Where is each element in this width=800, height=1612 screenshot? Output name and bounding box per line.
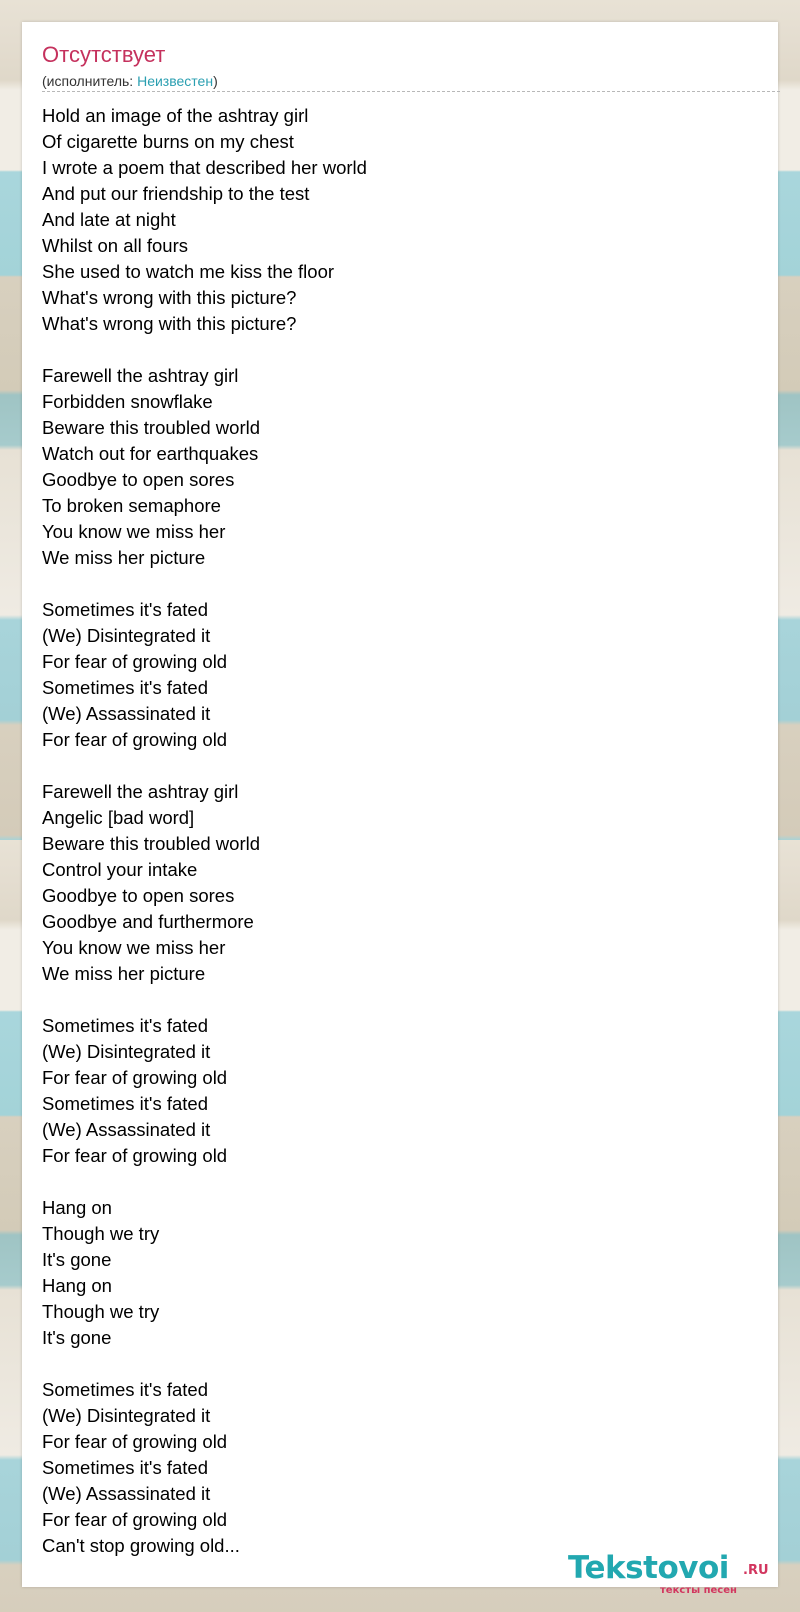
logo-tagline: тексты песен bbox=[660, 1585, 737, 1596]
stanza-break bbox=[42, 987, 742, 1013]
lyric-line: For fear of growing old bbox=[42, 1431, 228, 1452]
lyric-line: For fear of growing old bbox=[42, 1509, 228, 1530]
lyric-line: For fear of growing old bbox=[42, 1067, 228, 1088]
lyric-line: (We) Disintegrated it bbox=[42, 1041, 211, 1062]
lyric-line: Watch out for earthquakes bbox=[42, 443, 259, 464]
lyric-line: I wrote a poem that described her world bbox=[42, 157, 367, 178]
lyrics-text bbox=[42, 103, 742, 1559]
lyric-line: It's gone bbox=[42, 1249, 112, 1270]
lyric-line: Hang on bbox=[42, 1275, 112, 1296]
lyric-line: To broken semaphore bbox=[42, 495, 221, 516]
lyric-line: Beware this troubled world bbox=[42, 833, 260, 854]
lyric-line: (We) Assassinated it bbox=[42, 1119, 211, 1140]
artist-line bbox=[42, 72, 218, 90]
lyric-line: What's wrong with this picture? bbox=[42, 313, 297, 334]
lyric-line: For fear of growing old bbox=[42, 651, 228, 672]
lyric-line: Goodbye and furthermore bbox=[42, 911, 254, 932]
lyric-line: Sometimes it's fated bbox=[42, 1379, 208, 1400]
lyric-line: (We) Disintegrated it bbox=[42, 1405, 211, 1426]
logo-tld: .RU bbox=[743, 1563, 769, 1578]
lyric-line: Angelic [bad word] bbox=[42, 807, 195, 828]
lyric-line: For fear of growing old bbox=[42, 1145, 228, 1166]
lyric-line: (We) Assassinated it bbox=[42, 703, 211, 724]
lyric-line: Sometimes it's fated bbox=[42, 599, 208, 620]
artist-prefix: (исполнитель: bbox=[42, 73, 138, 89]
lyric-line: What's wrong with this picture? bbox=[42, 287, 297, 308]
lyric-line: Hold an image of the ashtray girl bbox=[42, 105, 309, 126]
title-divider bbox=[42, 91, 780, 92]
site-logo[interactable] bbox=[568, 1550, 798, 1595]
lyric-line: Can't stop growing old... bbox=[42, 1535, 240, 1556]
stanza-break bbox=[42, 753, 742, 779]
lyric-line: Goodbye to open sores bbox=[42, 885, 235, 906]
song-title: Отсутствует bbox=[42, 42, 166, 67]
lyric-line: Though we try bbox=[42, 1301, 160, 1322]
lyric-line: Though we try bbox=[42, 1223, 160, 1244]
lyric-line: Hang on bbox=[42, 1197, 112, 1218]
lyric-line: Sometimes it's fated bbox=[42, 1457, 208, 1478]
lyric-line: Sometimes it's fated bbox=[42, 1093, 208, 1114]
lyric-line: We miss her picture bbox=[42, 963, 206, 984]
lyric-line: Goodbye to open sores bbox=[42, 469, 235, 490]
stanza-break bbox=[42, 1351, 742, 1377]
lyric-line: Farewell the ashtray girl bbox=[42, 365, 239, 386]
lyric-line: We miss her picture bbox=[42, 547, 206, 568]
lyric-line: Whilst on all fours bbox=[42, 235, 188, 256]
lyric-line: Beware this troubled world bbox=[42, 417, 260, 438]
lyric-line: She used to watch me kiss the floor bbox=[42, 261, 335, 282]
artist-link[interactable]: Неизвестен bbox=[137, 73, 214, 89]
stanza-break bbox=[42, 1169, 742, 1195]
lyric-line: And put our friendship to the test bbox=[42, 183, 310, 204]
lyric-line: You know we miss her bbox=[42, 937, 226, 958]
artist-suffix: ) bbox=[213, 73, 218, 89]
lyric-line: Farewell the ashtray girl bbox=[42, 781, 239, 802]
lyric-line: (We) Assassinated it bbox=[42, 1483, 211, 1504]
lyric-line: It's gone bbox=[42, 1327, 112, 1348]
lyric-line: Control your intake bbox=[42, 859, 198, 880]
lyric-line: For fear of growing old bbox=[42, 729, 228, 750]
lyric-line: Of cigarette burns on my chest bbox=[42, 131, 294, 152]
logo-name: Tekstovoi bbox=[568, 1550, 729, 1586]
lyric-line: Sometimes it's fated bbox=[42, 1015, 208, 1036]
lyric-line: You know we miss her bbox=[42, 521, 226, 542]
stanza-break bbox=[42, 571, 742, 597]
lyric-line: Forbidden snowflake bbox=[42, 391, 213, 412]
lyric-line: And late at night bbox=[42, 209, 176, 230]
lyric-line: Sometimes it's fated bbox=[42, 677, 208, 698]
stanza-break bbox=[42, 337, 742, 363]
lyric-line: (We) Disintegrated it bbox=[42, 625, 211, 646]
lyrics-card bbox=[22, 22, 778, 1596]
